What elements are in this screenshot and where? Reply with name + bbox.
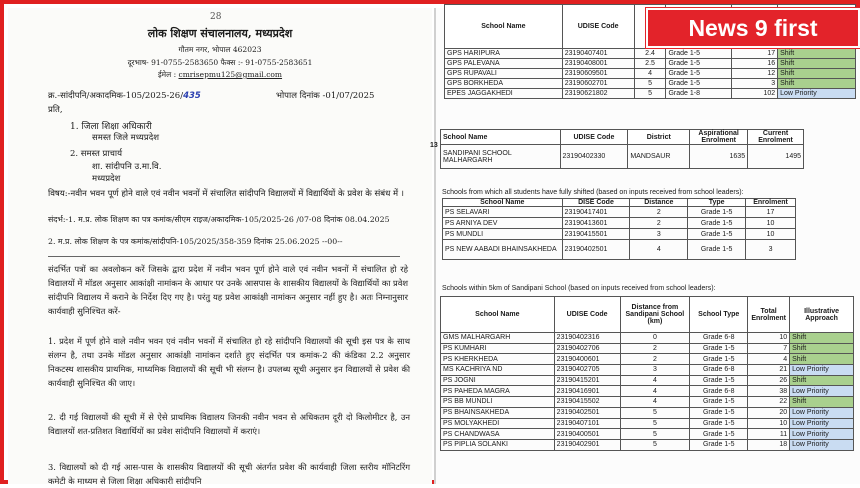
cell: 23190415501 [562,229,630,240]
recipient-2-title: 2. समस्त प्राचार्य [70,149,123,159]
news-channel-badge: News 9 first [646,8,860,48]
cell: GPS RUPAVALI [445,69,563,79]
recipient-2-state: मध्यप्रदेश [92,174,121,184]
cell: 4 [620,397,690,408]
reference-1: संदर्भ:-1. म.प्र. लोक शिक्षण का पत्र कमांक/सीएम राइज/अकादमिक-105/2025-26 /07-08 दिनांक 08.04.2025 [48,215,390,224]
cell: 5 [620,407,690,418]
cell: 4 [634,69,666,79]
table-caption: Schools within 5km of Sandipani School (based on inputs received from school leaders): [442,285,716,292]
reference-number [48,90,201,101]
salutation: प्रति, [48,105,63,115]
col-header: District [628,130,690,145]
cell: PS KHERKHEDA [441,354,555,365]
cell: 4 [620,386,690,397]
cell: Grade 1-5 [690,343,748,354]
cell: 23190402706 [554,343,620,354]
cell: Grade 1-5 [666,49,732,59]
cell: 23190402901 [554,439,620,450]
table-header-row [441,297,854,333]
cell: 10 [746,229,796,240]
cell: Shift [790,343,854,354]
cell: Shift [790,333,854,344]
table-row [443,229,796,240]
cell: Grade 1-5 [688,229,746,240]
cell: Shift [778,79,856,89]
cell: 38 [748,386,790,397]
col-header: UDISE Code [554,297,620,333]
cell: 3 [620,365,690,376]
cell: EPES JAGGAKHEDI [445,89,563,99]
cell: Grade 1-5 [690,429,748,440]
cell: PS BHAINSAKHEDA [441,407,555,418]
table-row [443,218,796,229]
table-row [441,145,804,169]
cell: 4 [630,240,688,260]
cell: Low Priority [790,429,854,440]
cell: 10 [748,333,790,344]
cell: PS MOLYAKHEDI [441,418,555,429]
cell: 23190415502 [554,397,620,408]
cell: 3 [630,229,688,240]
cell: Shift [790,397,854,408]
col-header: School Name [441,130,561,145]
cell: Grade 6-8 [690,386,748,397]
cell: 23190402316 [554,333,620,344]
cell: Shift [778,69,856,79]
table-row [441,375,854,386]
cell: 5 [620,429,690,440]
table-header-row [443,199,796,207]
cell: 23190417401 [562,207,630,218]
table-row [441,397,854,408]
cell: Low Priority [790,439,854,450]
table-row [443,240,796,260]
table-row [445,89,856,99]
page-number: 28 [210,12,222,22]
recipient-1-sub: समस्त जिले मध्यप्रदेश [92,133,159,143]
cell: Grade 1-5 [690,354,748,365]
cell: PS PIPLIA SOLANKI [441,439,555,450]
letter-email-line [8,70,432,80]
table-row [441,386,854,397]
col-header: Total Enrolment [748,297,790,333]
cell: 20 [748,407,790,418]
cell: 18 [748,439,790,450]
col-header: Enrolment [746,199,796,207]
table-row [441,407,854,418]
cell: GMS MALHARGARH [441,333,555,344]
cell: Low Priority [778,89,856,99]
letter-subject: विषय:-नवीन भवन पूर्ण होने वाले एवं नवीन भवनों में संचालित सांदीपनि विद्यालयों में विद्यार्थियों के प्रवेश के संबंध में । [48,189,405,199]
cell: PS BB MUNDLI [441,397,555,408]
cell: 21 [748,365,790,376]
cell: GPS HARIPURA [445,49,563,59]
table-row [445,49,856,59]
sandipani-school-table [440,129,804,169]
cell: Grade 1-5 [690,418,748,429]
cell: PS JOGNI [441,375,555,386]
cell: PS SELAVARI [443,207,563,218]
cell: Shift [778,59,856,69]
table-row [443,207,796,218]
letter-heading: लोक शिक्षण संचालनालय, मध्यप्रदेश [147,27,293,40]
col-header: Illustrative Approach [790,297,854,333]
cell: 23190413601 [562,218,630,229]
cell: Grade 1-5 [688,218,746,229]
col-header: School Name [443,199,563,207]
cell: 22 [748,397,790,408]
cell: 3 [746,240,796,260]
cell: 5 [620,418,690,429]
col-header: Type [688,199,746,207]
cell: PS MUNDLI [443,229,563,240]
cell: GPS PALEVANA [445,59,563,69]
recipient-1-title: 1. जिला शिक्षा अधिकारी [70,122,152,132]
col-header: School Type [690,297,748,333]
cell: Grade 1-5 [688,207,746,218]
divider-rule [48,256,400,257]
cell: Grade 1-5 [666,59,732,69]
reference-prefix: क्र.-सांदीपनि/अकादमिक-105/2025-26/ [48,91,184,101]
recipient-2-sub: शा. सांदीपनि उ.मा.वि. [92,162,162,172]
col-header: Current Enrolment [748,130,804,145]
table-row [441,418,854,429]
letter-body-paragraph: संदर्भित पत्रों का अवलोकन करें जिसके द्वारा प्रदेश में नवीन भवन पूर्ण होने वाले एवं नवीन भवनों में संचालित हो रहे विद्यालयों में मॉडल अनुसार आकांक्षी नामांकन के आधार पर उनके आसपास के शासकीय विद्यालयों के विद्यार्थियों का प्रवेश सांदीपनि विद्यालय में कराने के निर्देश दिए गए है। परंतु यह प्रवेश आकांक्षी नामांकन अनुसार नहीं हुए है। अतः निम्नानुसार कार्यवाही सुनिश्चित करें- [48,264,408,316]
cell: 23190408001 [562,59,634,69]
cell: 2 [620,354,690,365]
cell: Grade 1-8 [666,89,732,99]
cell: 16 [732,59,778,69]
shifted-schools-table [442,198,796,260]
cell: Grade 1-5 [690,439,748,450]
cell: PS KUMHARI [441,343,555,354]
cell: 23190407101 [554,418,620,429]
table-row [441,333,854,344]
school-list-page [430,8,860,484]
cell: 102 [732,89,778,99]
reference-2: 2. म.प्र. लोक शिक्षण के पत्र कमांक/सांदीपनि-105/2025/358-359 दिनांक 25.06.2025 --00-- [48,237,343,246]
cell: Low Priority [790,407,854,418]
cell: Low Priority [790,365,854,376]
col-header: School Name [445,5,563,49]
cell: MANDSAUR [628,145,690,169]
cell: 23190400501 [554,429,620,440]
cell: PS CHANDWASA [441,429,555,440]
cell: 23190402330 [560,145,628,169]
cell: 1495 [748,145,804,169]
handwritten-number: 435 [183,91,201,101]
col-header: School Name [441,297,555,333]
table-row [445,79,856,89]
col-header: Distance from Sandipani School (km) [620,297,690,333]
cell: Shift [790,354,854,365]
col-header: UDISE Code [562,5,634,49]
cell: Grade 6-8 [690,365,748,376]
reference-date: भोपाल दिनांक -01/07/2025 [276,91,375,101]
cell: PS NEW AABADI BHAINSAKHEDA [443,240,563,260]
cell: 17 [746,207,796,218]
cell: 23190602701 [562,79,634,89]
cell: 17 [732,49,778,59]
cell: 4 [620,375,690,386]
col-header: DISE Code [562,199,630,207]
cell: 2 [620,343,690,354]
instruction-point-2: 2. दी गई विद्यालयों की सूची में से ऐसे प्राथमिक विद्यालय जिनकी नवीन भवन से अधिकतम दूरी दो किलोमीटर है, उन विद्यालयों शत-प्रतिशत विद्यार्थियों का प्रवेश सांदीपनि विद्यालयों में कराएं। [48,412,410,436]
table-row [441,343,854,354]
cell: 11 [748,429,790,440]
cell: 4 [748,354,790,365]
email-label: ईमेल : [157,70,177,79]
col-header: Distance [630,199,688,207]
cell: 10 [746,218,796,229]
cell: 23190402501 [554,407,620,418]
cell: 2 [630,218,688,229]
cell: PS PAHEDA MAGRA [441,386,555,397]
cell: 1635 [690,145,748,169]
row-number: 13 [430,142,438,149]
cell: 2.4 [634,49,666,59]
cell: Shift [778,49,856,59]
table-row [441,429,854,440]
cell: Grade 1-5 [688,240,746,260]
cell: 23190400601 [554,354,620,365]
table-row [441,354,854,365]
cell: 7 [748,343,790,354]
table-caption: Schools from which all students have fully shifted (based on inputs received from school leaders): [442,189,744,196]
cell: 23190621802 [562,89,634,99]
table-row [445,59,856,69]
cell: 26 [748,375,790,386]
cell: MS KACHRIYA ND [441,365,555,376]
cell: Grade 1-5 [690,375,748,386]
cell: Grade 1-5 [690,397,748,408]
cell: 3 [732,79,778,89]
cell: 2.5 [634,59,666,69]
cell: SANDIPANI SCHOOL MALHARGARH [441,145,561,169]
cell: Grade 1-5 [690,407,748,418]
cell: Low Priority [790,418,854,429]
cell: Low Priority [790,386,854,397]
nearby-schools-table [440,296,854,451]
col-header: Aspirational Enrolment [690,130,748,145]
table-row [441,439,854,450]
cell: 23190402705 [554,365,620,376]
cell: 12 [732,69,778,79]
cell: 23190415201 [554,375,620,386]
cell: 2 [630,207,688,218]
email-address: cmrisepmu125@gmail.com [178,70,283,79]
letter-address: गौतम नगर, भोपाल 462023 [178,45,262,54]
cell: Grade 6-8 [690,333,748,344]
table-row [441,365,854,376]
cell: 5 [634,79,666,89]
cell: 10 [748,418,790,429]
letter-phone: दूरभाष- 91-0755-2583650 फैक्स :- 91-0755-2583651 [127,58,313,67]
cell: 0 [620,333,690,344]
table-header-row [441,130,804,145]
cell: 23190407401 [562,49,634,59]
cell: Grade 1-5 [666,69,732,79]
cell: Grade 1-5 [666,79,732,89]
cell: GPS BORKHEDA [445,79,563,89]
cell: 5 [634,89,666,99]
table-row [445,69,856,79]
cell: PS ARNIYA DEV [443,218,563,229]
col-header: UDISE Code [560,130,628,145]
cell: Shift [790,375,854,386]
cell: 5 [620,439,690,450]
instruction-point-3: 3. विद्यालयों को दी गई आस-पास के शासकीय विद्यालयों की सूची अंतर्गत प्रवेश की कार्यवाही जिला स्तरीय मॉनिटरिंग कमेटी के माध्यम से जिला शिक्षा अधिकारी सांदीपनि [48,462,410,486]
cell: 23190609501 [562,69,634,79]
cell: 23190416901 [554,386,620,397]
government-letter [8,8,432,484]
cell: 23190402501 [562,240,630,260]
instruction-point-1: 1. प्रदेश में पूर्ण होने वाले नवीन भवन एवं नवीन भवनों में संचालित हो रहे सांदीपनि विद्यालयों की सूची इस पत्र के साथ संलग्न है, तथा उनके मॉडल अनुसार आकांक्षी नामांकन दर्शाते हुए संदर्भित पत्र कमांक-2 की कंडिका 2.2 अनुसार निकटस्थ शासकीय प्राथमिक, माध्यमिक विद्यालयों की सूची भी संलग्न है। उपलब्ध सूची अनुसार इन विद्यालयों से प्रवेश की कार्यवाही सुनिश्चित की जाए। [48,336,410,388]
